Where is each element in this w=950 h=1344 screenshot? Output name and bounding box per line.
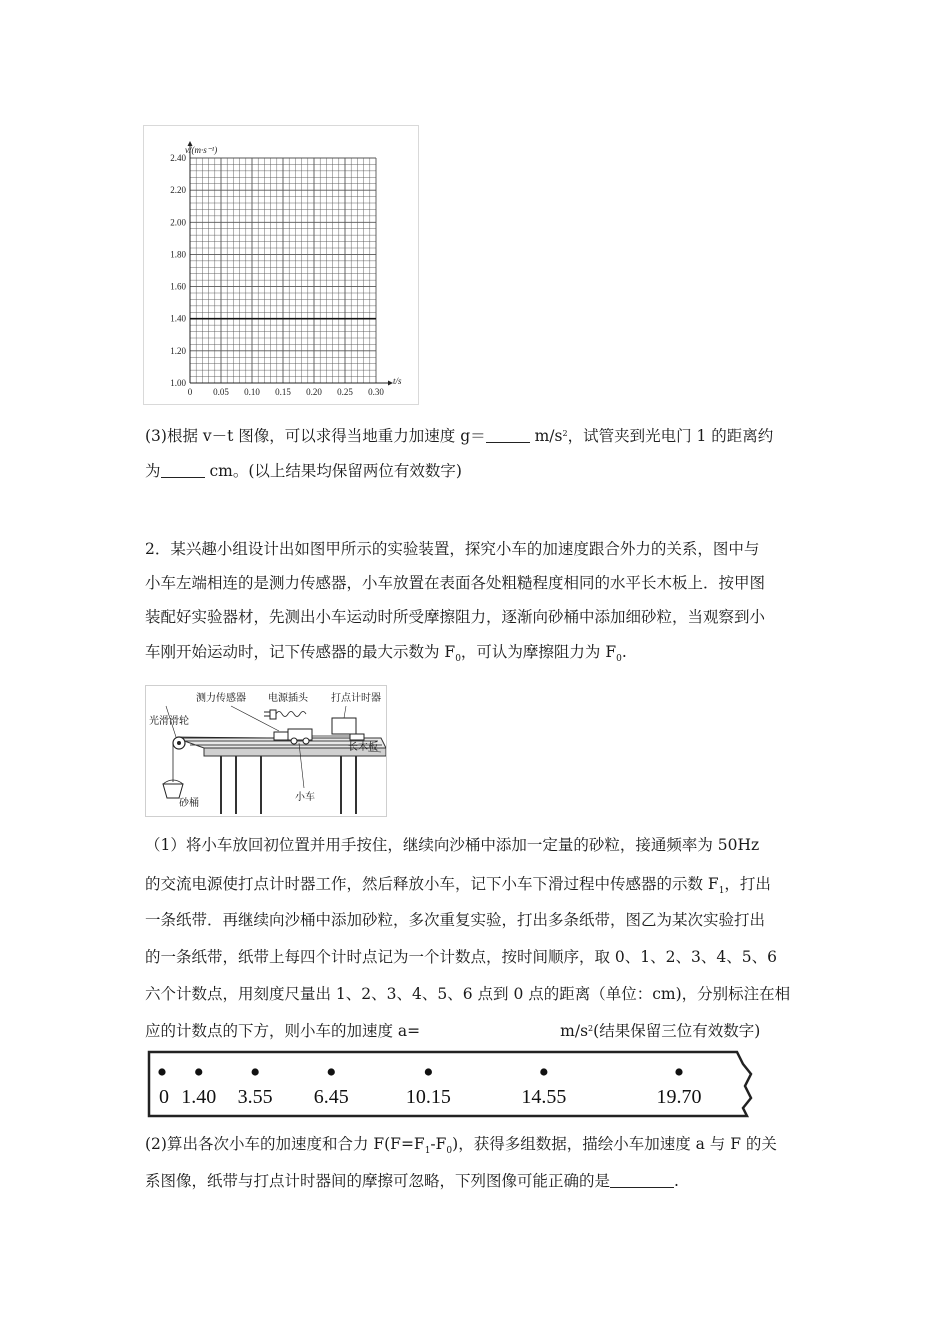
x-tick-label: 0.25 <box>337 387 353 397</box>
label-timer: 打点计时器 <box>331 693 381 704</box>
tape-dot <box>328 1068 335 1075</box>
apparatus-figure <box>145 685 387 817</box>
q3-line-1 <box>145 426 773 449</box>
y-tick-label: 1.00 <box>170 378 186 388</box>
label-bucket: 砂桶 <box>179 798 199 809</box>
problem2-line-4 <box>145 642 627 665</box>
tape-dot <box>252 1068 259 1075</box>
q1-text-last-c: (结果保留三位有效数字) <box>593 1022 761 1040</box>
x-tick-label: 0.30 <box>368 387 384 397</box>
subscript-0: 0 <box>455 654 461 664</box>
q3-text-1: (3)根据 v－t 图像，可以求得当地重力加速度 g＝ <box>145 427 486 445</box>
tape-distance-label: 6.45 <box>313 1086 349 1108</box>
label-pulley: 光滑滑轮 <box>149 716 189 727</box>
q2-text-a: (2)算出各次小车的加速度和合力 F(F=F <box>145 1135 425 1153</box>
y-axis-label: v/(m·s⁻¹) <box>185 145 218 155</box>
q1-line-4: 的一条纸带，纸带上每四个计时点记为一个计数点，按时间顺序，取 0、1、2、3、4、5、6 <box>145 948 777 966</box>
tape-distance-label: 19.70 <box>656 1086 702 1108</box>
y-tick-label: 1.80 <box>170 249 186 260</box>
v-t-chart <box>143 125 418 405</box>
q1-line-2 <box>145 874 771 897</box>
q3-unit-sup: 2 <box>562 429 568 438</box>
problem2-text-b: ，可认为摩擦阻力为 F <box>460 643 617 661</box>
subscript-0: 0 <box>616 654 622 664</box>
y-tick-label: 2.00 <box>170 217 186 228</box>
label-plug: 电源插头 <box>268 693 308 704</box>
q1-text-b: ，打出 <box>724 875 771 893</box>
q3-line-2 <box>145 461 462 481</box>
x-tick-label: 0.05 <box>213 387 229 397</box>
y-tick-label: 2.40 <box>170 153 186 163</box>
problem2-text-a: 车刚开始运动时，记下传感器的最大示数为 F <box>145 643 456 661</box>
tape-distance-label: 1.40 <box>181 1086 217 1108</box>
tape-distance-label: 10.15 <box>405 1086 451 1108</box>
tape-dot <box>195 1068 202 1075</box>
y-tick-label: 1.60 <box>170 281 186 292</box>
q1-line-6 <box>145 1021 760 1044</box>
q3-text-4: cm。(以上结果均保留两位有效数字) <box>204 462 462 480</box>
problem2-line-1: 2．某兴趣小组设计出如图甲所示的实验装置，探究小车的加速度跟合外力的关系，图中与 <box>145 540 760 558</box>
q1-unit-sup: 2 <box>588 1024 594 1033</box>
problem2-line-2: 小车左端相连的是测力传感器，小车放置在表面各处粗糙程度相同的水平长木板上．按甲图 <box>145 574 766 592</box>
x-tick-label: 0.20 <box>306 387 322 397</box>
answer-blank-a[interactable] <box>420 1024 560 1038</box>
tape-dot <box>675 1068 682 1075</box>
q2-text-b: -F <box>430 1135 447 1153</box>
q2-text-line2: 系图像，纸带与打点计时器间的摩擦可忽略，下列图像可能正确的是 <box>145 1172 611 1190</box>
subscript-1: 1 <box>424 1146 431 1156</box>
tape-distance-label: 14.55 <box>521 1086 567 1108</box>
tape-dot <box>158 1068 165 1075</box>
q2-line-2 <box>145 1171 679 1191</box>
y-tick-label: 2.20 <box>170 185 186 196</box>
tape-dot <box>425 1068 432 1075</box>
problem2-text-c: . <box>621 643 627 661</box>
label-board: 长木板 <box>348 742 378 753</box>
answer-blank-g[interactable] <box>486 428 530 443</box>
label-sensor: 测力传感器 <box>196 693 246 704</box>
label-cart: 小车 <box>295 792 315 803</box>
tape-distance-label: 3.55 <box>237 1086 273 1108</box>
q1-line-3: 一条纸带．再继续向沙桶中添加砂粒，多次重复实验，打出多条纸带，图乙为某次实验打出 <box>145 911 766 929</box>
problem2-line-3: 装配好实验器材，先测出小车运动时所受摩擦阻力，逐渐向砂桶中添加细砂粒，当观察到小 <box>145 608 766 626</box>
q3-text-3: 为 <box>145 462 161 480</box>
answer-blank-distance[interactable] <box>161 463 205 478</box>
q3-unit: m/s <box>529 427 563 445</box>
paper-tape <box>147 1050 755 1118</box>
x-tick-label: 0.15 <box>275 387 291 397</box>
tape-dot <box>540 1068 547 1075</box>
q2-text-end: . <box>674 1172 679 1190</box>
tape-distance-label: 0 <box>159 1086 169 1108</box>
x-tick-label: 0.10 <box>244 387 260 397</box>
apparatus-drawing <box>146 686 386 816</box>
answer-blank-graph[interactable] <box>610 1173 674 1188</box>
y-tick-label: 1.40 <box>170 313 186 324</box>
q1-text-a: 的交流电源使打点计时器工作，然后释放小车，记下小车下滑过程中传感器的示数 F <box>145 875 719 893</box>
x-axis-label: t/s <box>393 376 402 386</box>
q2-text-c: )，获得多组数据，描绘小车加速度 a 与 F 的关 <box>452 1135 777 1153</box>
x-tick-label: 0 <box>187 387 193 397</box>
subscript-0: 0 <box>446 1146 453 1156</box>
q1-line-5: 六个计数点，用刻度尺量出 1、2、3、4、5、6 点到 0 点的距离（单位：cm)，分别标注在相 <box>145 985 791 1003</box>
q2-line-1 <box>145 1134 777 1157</box>
q3-text-2: ，试管夹到光电门 1 的距离约 <box>567 427 774 445</box>
y-tick-label: 1.20 <box>170 345 186 356</box>
q1-text-last-b: m/s <box>560 1022 589 1040</box>
q1-line-1: （1）将小车放回初位置并用手按住，继续向沙桶中添加一定量的砂粒，接通频率为 50Hz <box>145 836 760 854</box>
q1-text-last-a: 应的计数点的下方，则小车的加速度 a= <box>145 1022 421 1040</box>
subscript-1: 1 <box>718 886 725 896</box>
